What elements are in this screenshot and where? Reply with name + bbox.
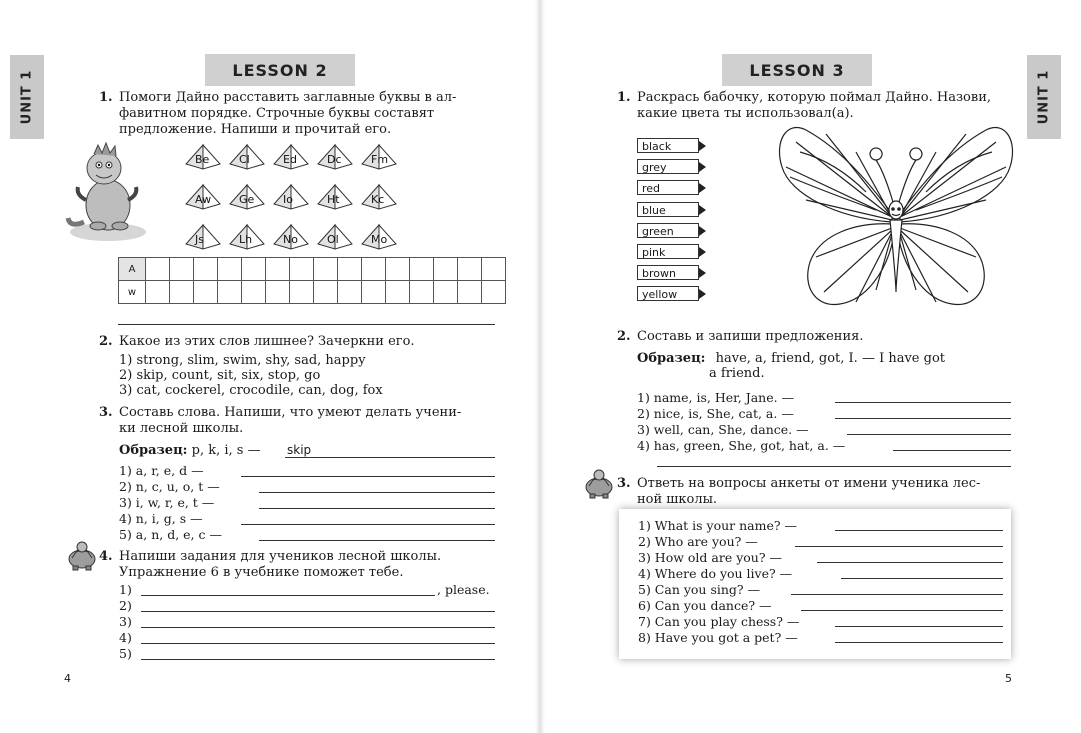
writing-line [285, 457, 495, 458]
instruction-line: Упражнение 6 в учебнике поможет тебе. [119, 565, 404, 580]
crayon-blue[interactable] [637, 202, 707, 219]
question-item: 8) Have you got a pet? — [638, 630, 798, 645]
crayon-black[interactable] [637, 138, 707, 155]
letter-pyramid [185, 184, 221, 210]
instruction-line: Ответь на вопросы анкеты от имени ученика лес- [637, 476, 981, 491]
sample-row [637, 351, 945, 366]
grid-row-label: A [119, 258, 146, 281]
list-item: 4) has, green, She, got, hat, a. — [637, 438, 846, 453]
sample-label: Образец: [119, 443, 188, 458]
sample-answer: skip [287, 443, 312, 457]
list-item: 1) name, is, Her, Jane. — [637, 390, 795, 405]
crayon-red[interactable] [637, 180, 707, 197]
exercise-number: 4. [99, 549, 113, 564]
letter-pyramid [361, 184, 397, 210]
pyramid-letters: Cl [239, 153, 250, 166]
letter-pyramid [229, 144, 265, 170]
instruction-line: предложение. Напиши и прочитай его. [119, 122, 392, 137]
pyramid-letters: Kc [371, 193, 385, 206]
letter-pyramid [273, 144, 309, 170]
question-item: 2) Who are you? — [638, 534, 758, 549]
writing-line[interactable] [847, 434, 1011, 435]
question-item: 5) Can you sing? — [638, 582, 761, 597]
lesson-title-left: LESSON 2 [205, 54, 355, 86]
unit-tab-label: UNIT 1 [1036, 69, 1052, 125]
crayon-pink[interactable] [637, 244, 707, 261]
pyramid-letters: Fm [371, 153, 389, 166]
exercise-instruction [637, 90, 991, 122]
writing-line[interactable] [241, 476, 495, 477]
list-item: 1) strong, slim, swim, shy, sad, happy [119, 353, 366, 368]
pyramid-letters: Ed [283, 153, 297, 166]
writing-line[interactable] [893, 450, 1011, 451]
crayon-label: yellow [637, 286, 699, 301]
sample-text: have, a, friend, got, I. — I have got [715, 351, 946, 366]
exercise-number: 1. [617, 90, 631, 105]
lesson-title-right: LESSON 3 [722, 54, 872, 86]
pyramid-letters: Ht [327, 193, 340, 206]
grid-row-label: w [119, 281, 146, 304]
exercise-instruction [119, 405, 461, 437]
crayon-label: blue [637, 202, 699, 217]
instruction-line: ки лесной школы. [119, 421, 244, 436]
question-item: 1) What is your name? — [638, 518, 798, 533]
list-item: 4) [119, 630, 132, 645]
questionnaire-card [619, 509, 1011, 659]
writing-line[interactable] [241, 524, 495, 525]
answer-line[interactable] [835, 530, 1003, 531]
letter-pyramid [273, 224, 309, 250]
pyramid-letters: Be [195, 153, 210, 166]
answer-line[interactable] [835, 642, 1003, 643]
crayon-label: black [637, 138, 699, 153]
list-item: 4) n, i, g, s — [119, 511, 203, 526]
letter-pyramid [185, 144, 221, 170]
exercise-number: 2. [99, 334, 113, 349]
answer-line[interactable] [791, 594, 1003, 595]
pyramid-letters: Dc [327, 153, 342, 166]
list-item: 1) [119, 582, 132, 597]
list-item: 2) n, c, u, o, t — [119, 479, 220, 494]
instruction-line: Раскрась бабочку, которую поймал Дайно. Назови, [637, 90, 991, 105]
instruction-line: Составь слова. Напиши, что умеют делать учени- [119, 405, 462, 420]
crayon-yellow[interactable] [637, 286, 707, 303]
crayon-list [637, 138, 717, 308]
list-item: 1) a, r, e, d — [119, 463, 204, 478]
list-item: 3) well, can, She, dance. — [637, 422, 809, 437]
letter-pyramid [273, 184, 309, 210]
unit-tab-left [10, 55, 44, 139]
answer-line[interactable] [817, 562, 1003, 563]
list-item: 3) cat, cockerel, crocodile, can, dog, fox [119, 383, 383, 398]
letter-pyramid [317, 184, 353, 210]
exercise-instruction [119, 549, 441, 581]
word-list [119, 353, 383, 398]
exercise-number: 3. [617, 476, 631, 491]
crayon-label: pink [637, 244, 699, 259]
answer-line[interactable] [795, 546, 1003, 547]
page-number-right: 5 [1005, 672, 1012, 685]
crayon-label: grey [637, 159, 699, 174]
letter-pyramid [317, 144, 353, 170]
please-text: , please. [437, 582, 490, 597]
pyramid-letters: Lh [239, 233, 253, 246]
instruction-line: какие цвета ты использовал(а). [637, 106, 854, 121]
answer-line[interactable] [801, 610, 1003, 611]
sample-row [119, 443, 261, 458]
letter-pyramid [185, 224, 221, 250]
turtle-icon [66, 540, 98, 572]
letter-pyramid [229, 224, 265, 250]
list-item: 5) [119, 646, 132, 661]
exercise-number: 3. [99, 405, 113, 420]
exercise-number: 1. [99, 90, 113, 105]
writing-line[interactable] [259, 540, 495, 541]
list-item: 2) nice, is, She, cat, a. — [637, 406, 794, 421]
writing-line[interactable] [657, 466, 1011, 467]
crayon-grey[interactable] [637, 159, 707, 176]
list-item: 3) [119, 614, 132, 629]
writing-line[interactable] [835, 402, 1011, 403]
letter-pyramids [185, 144, 405, 254]
writing-line[interactable] [141, 611, 495, 612]
question-item: 7) Can you play chess? — [638, 614, 800, 629]
crayon-brown[interactable] [637, 265, 707, 282]
letter-pyramid [317, 224, 353, 250]
pyramid-letters: No [283, 233, 298, 246]
writing-line[interactable] [141, 595, 435, 596]
writing-line[interactable] [259, 492, 495, 493]
exercise-instruction: Составь и запиши предложения. [637, 329, 864, 344]
crayon-label: brown [637, 265, 699, 280]
exercise-instruction [119, 90, 499, 138]
sample-text: a friend. [709, 366, 765, 381]
turtle-icon [583, 468, 615, 500]
letter-pyramid [361, 224, 397, 250]
instruction-line: Помоги Дайно расставить заглавные буквы в ал- [119, 90, 457, 105]
letter-pyramid [229, 184, 265, 210]
writing-line[interactable] [835, 418, 1011, 419]
list-item: 2) [119, 598, 132, 613]
list-item: 5) a, n, d, e, c — [119, 527, 222, 542]
pyramid-letters: Aw [195, 193, 212, 206]
page-number-left: 4 [64, 672, 71, 685]
writing-line[interactable] [141, 643, 495, 644]
crayon-label: red [637, 180, 699, 195]
unit-tab-label: UNIT 1 [19, 69, 35, 125]
question-item: 4) Where do you live? — [638, 566, 793, 581]
crayon-label: green [637, 223, 699, 238]
unit-tab-right [1027, 55, 1061, 139]
letter-pyramid [361, 144, 397, 170]
answer-line[interactable] [841, 578, 1003, 579]
list-item: 2) skip, count, sit, six, stop, go [119, 368, 321, 383]
instruction-line: фавитном порядке. Строчные буквы составят [119, 106, 435, 121]
answer-line[interactable] [835, 626, 1003, 627]
dino-illustration [64, 140, 146, 242]
exercise-instruction: Какое из этих слов лишнее? Зачеркни его. [119, 334, 415, 349]
sample-text: p, k, i, s — [191, 443, 261, 458]
instruction-line: ной школы. [637, 492, 718, 507]
exercise-instruction [637, 476, 980, 508]
pyramid-letters: Ge [239, 193, 255, 206]
pyramid-letters: Io [283, 193, 293, 206]
exercise-number: 2. [617, 329, 631, 344]
writing-line[interactable] [259, 508, 495, 509]
pyramid-letters: Ol [327, 233, 339, 246]
book-spine [535, 0, 545, 733]
question-item: 6) Can you dance? — [638, 598, 772, 613]
pyramid-letters: Mo [371, 233, 388, 246]
writing-line[interactable] [141, 659, 495, 660]
pyramid-letters: Js [195, 233, 204, 246]
instruction-line: Напиши задания для учеников лесной школы. [119, 549, 442, 564]
sample-label: Образец: [637, 351, 706, 366]
writing-line[interactable] [118, 324, 495, 325]
butterfly-illustration [776, 122, 1016, 318]
crayon-green[interactable] [637, 223, 707, 240]
list-item: 3) i, w, r, e, t — [119, 495, 215, 510]
question-item: 3) How old are you? — [638, 550, 783, 565]
writing-line[interactable] [141, 627, 495, 628]
answer-grid [118, 257, 506, 304]
